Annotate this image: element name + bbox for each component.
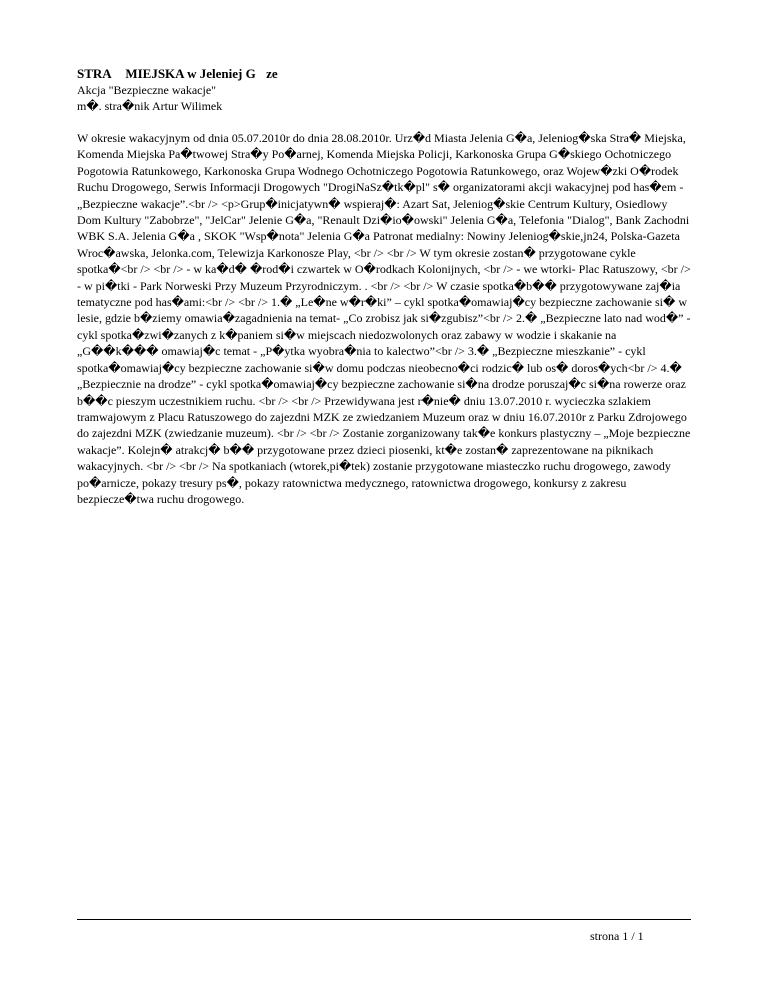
document-author: m�. stra�nik Artur Wilimek	[77, 99, 223, 113]
document-body: W okresie wakacyjnym od dnia 05.07.2010r do dnia 28.08.2010r. Urz�d Miasta Jelenia G�a, Jeleniog�ska Stra� Miejska, Komenda Miejska Pa�twowej Stra�y Po�arnej, Komenda Miejska Policji, Karkonoska Grupa G�skiego Ochotniczego Pogotowia Ratunkowego, Karkonoska Grupa Wodnego Ochotniczego Pogotowia Ratunkowego, oraz Wojew�zki O�rodek Ruchu Drogowego, Serwis Informacji Drogowych "DrogiNaSz�tk�pl" s� organizatorami akcji wakacyjnej pod has�em - „Bezpieczne wakacje”.<br /> <p>Grup�inicjatywn� wspieraj�: Azart Sat, Jeleniog�skie Centrum Kultury, Osiedlowy Dom Kultury "Zabobrze", "JelCar" Jelenie G�a, "Renault Dzi�io�owski" Jelenia G�a, Telefonia "Dialog", Bank Zachodni WBK S.A. Jelenia G�a , SKOK "Wsp�nota" Jelenia G�a Patronat medialny: Nowiny Jeleniog�skie,jn24, Polska-Gazeta Wroc�awska, Jelonka.com, Telewizja Karkonosze Play, <br /> <br /> W tym okresie zostan� przygotowane cykle spotka�<br /> <br /> - w ka�d� �rod�i czwartek w O�rodkach Kolonijnych, <br /> - we wtorki- Plac Ratuszowy, <br /> - w pi�tki - Park Norweski Przy Muzeum Przyrodniczym. . <br /> <br /> W czasie spotka�b�� przygotowywane zaj�ia tematyczne pod has�ami:<br /> <br /> 1.� „Le�ne w�r�ki” – cykl spotka�omawiaj�cy bezpieczne zachowanie si� w lesie, gdzie b�ziemy omawia�zagadnienia na temat- „Co zrobisz jak si�zgubisz”<br /> 2.� „Bezpieczne lato nad wod�” - cykl spotka�zwi�zanych z k�paniem si�w miejscach niedozwolonych oraz zabawy w wodzie i skakanie na „G��k��� omawiaj�c temat - „P�ytka wyobra�nia to kalectwo”<br /> 3.� „Bezpieczne mieszkanie” - cykl spotka�omawiaj�cy bezpieczne zachowanie si�w domu podczas nieobecno�ci rodzic� lub os� doros�ych<br /> 4.� „Bezpiecznie na drodze” - cykl spotka�omawiaj�cy bezpieczne zachowanie si�na drodze poruszaj�c si�na rowerze oraz b��c pieszym uczestnikiem ruchu. <br /> <br /> Przewidywana jest r�nie� dniu 13.07.2010 r. wycieczka szlakiem tramwajowym z Placu Ratuszowego do zajezdni MZK ze zwiedzaniem Muzeum oraz w dniu 16.07.2010r z Parku Zdrojowego do zajezdni MZK (zwiedzanie muzeum). <br /> <br /> Zostanie zorganizowany tak�e konkurs plastyczny – „Moje bezpieczne wakacje”. Kolejn� atrakcj� b�� przygotowane przez dzieci piosenki, kt�e zostan� zaprezentowane na piknikach wakacyjnych. <br /> <br /> Na spotkaniach (wtorek,pi�tek) zostanie przygotowane miasteczko ruchu drogowego, zawody po�arnicze, pokazy tresury ps�, pokazy ratownictwa medycznego, ratownictwa drogowego, konkursy z zakresu bezpiecze�twa ruchu drogowego.	[77, 131, 691, 506]
document-title: STRA MIEJSKA w Jeleniej Gze	[77, 66, 278, 81]
page-number: strona 1 / 1	[590, 929, 644, 943]
document-header	[77, 66, 697, 114]
document-subtitle: Akcja "Bezpieczne wakacje"	[77, 83, 217, 97]
footer-divider	[77, 919, 691, 920]
